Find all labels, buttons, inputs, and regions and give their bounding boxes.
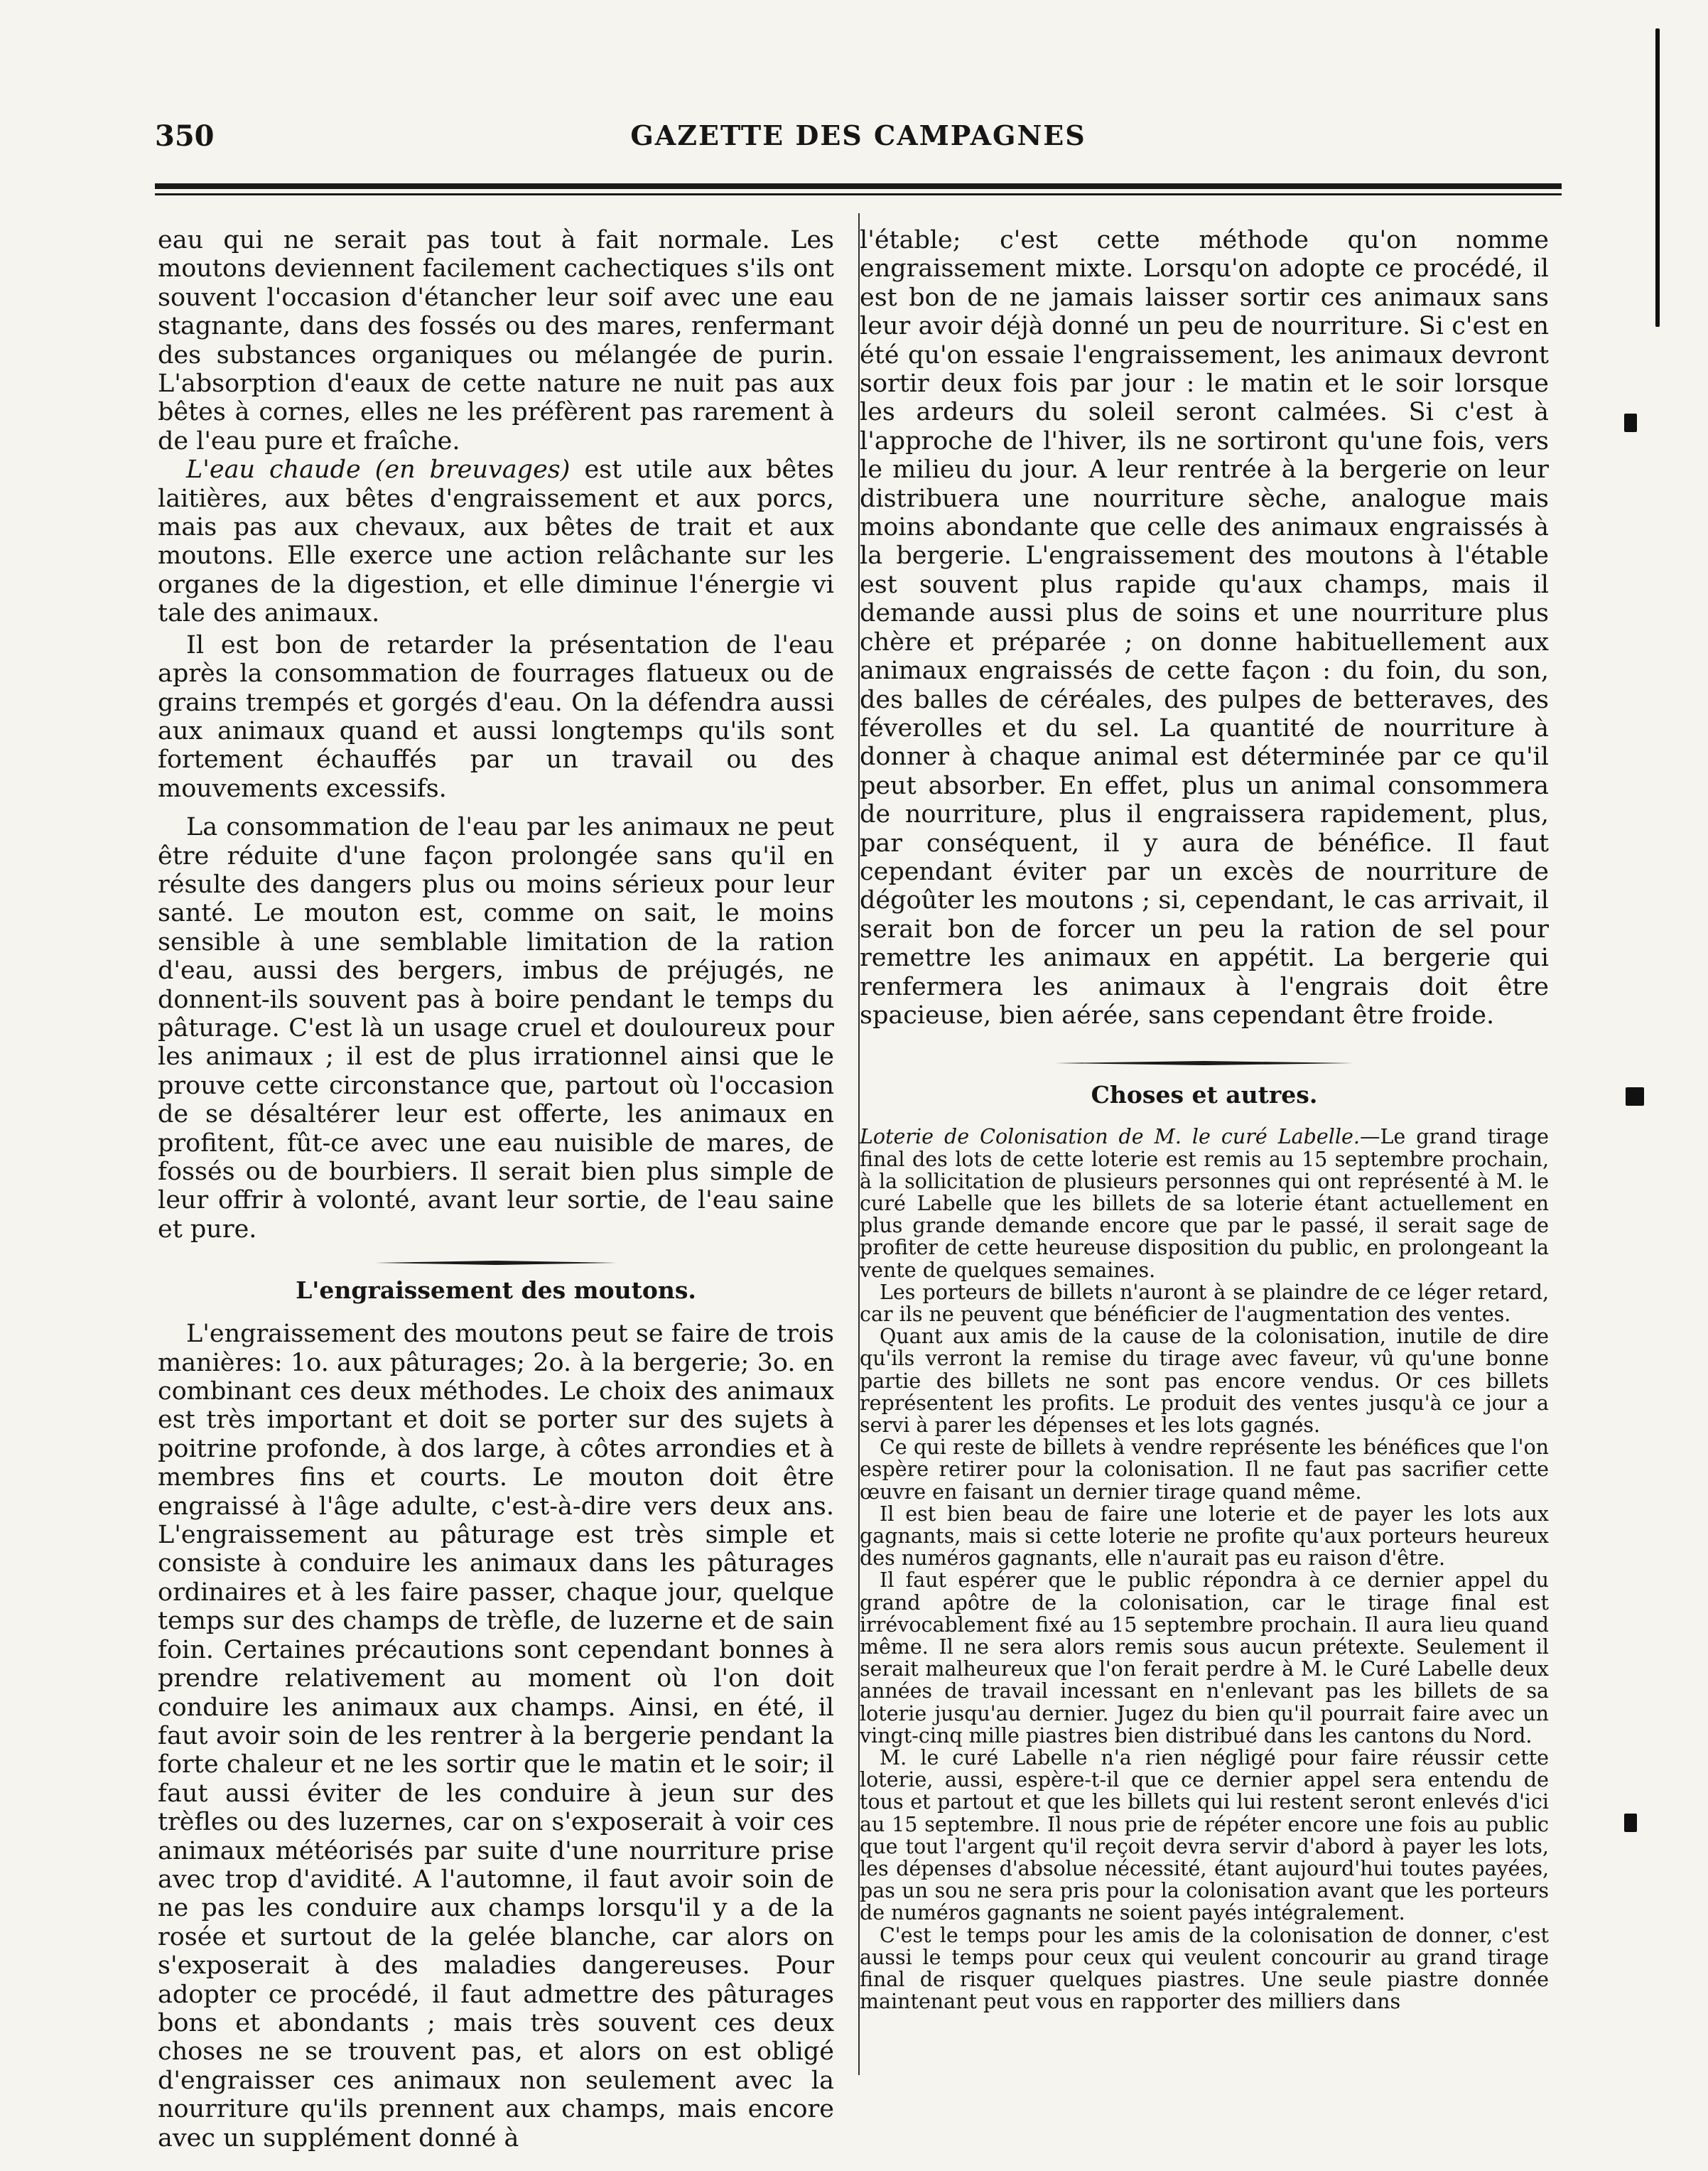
- news-paragraph: Quant aux amis de la cause de la colonisation, inutile de dire qu'ils verront la remise du tirage avec faveur, vû qu'une bonne partie des billets ne sont pas encore vendus. Or ces billets représentent les profits. Le produit des ventes jusqu'à ce jour a servi à parer les dépenses et les lots gagnés.: [860, 1325, 1549, 1438]
- header-rule-thin: [155, 193, 1562, 195]
- news-paragraph: Il est bien beau de faire une loterie et de payer les lots aux gagnants, mais si cette loterie ne profite qu'aux porteurs heureux des numéros gagnants, elle n'aurait pas eu raison d'être.: [860, 1502, 1549, 1571]
- margin-mark: [1624, 414, 1637, 432]
- paragraph: Il est bon de retarder la présentation de l'eau après la consommation de fourrages flatueux ou de grains trempés et gorgés d'eau. On la défendra aussi aux animaux quand et aussi longtemps qu'ils sont fortement échauffés par un travail ou des mouvements excessifs.: [158, 630, 834, 803]
- page-header: [155, 119, 1562, 162]
- italic-lead: L'eau chaude (en breuvages): [186, 456, 571, 485]
- paragraph-text: est utile aux bêtes laitières, aux bêtes d'engraissement et aux porcs, mais pas aux chevaux, aux bêtes de trait et aux moutons. Elle exerce une action relâchante sur les organes de la digestion, et elle diminue l'énergie vi tale des animaux.: [158, 456, 834, 628]
- news-lead: Loterie de Colonisation de M. le curé Labelle.: [860, 1125, 1360, 1149]
- news-paragraph: Les porteurs de billets n'auront à se plaindre de ce léger retard, car ils ne peuvent que bénéficier de l'augmentation des ventes.: [860, 1280, 1549, 1326]
- news-paragraph: Il faut espérer que le public répondra à ce dernier appel du grand apôtre de la colonisation, car le tirage final est irrévocablement fixé au 15 septembre prochain. Il aura lieu quand même. Il ne sera alors remis sous aucun prétexte. Seulement il serait malheureux que l'on ferait perdre à M. le Curé Labelle deux années de travail incessant en n'enlevant pas les billets de sa loterie jusqu'au dernier. Jugez du bien qu'il pourrait faire avec un vingt-cinq mille piastres bien distribué dans les cantons du Nord.: [860, 1568, 1549, 1747]
- news-paragraph: Ce qui reste de billets à vendre représente les bénéfices que l'on espère retirer pour la colonisation. Il ne faut pas sacrifier cette œuvre en faisant un dernier tirage quand même.: [860, 1435, 1549, 1504]
- paragraph: l'étable; c'est cette méthode qu'on nomme engraissement mixte. Lorsqu'on adopte ce procédé, il est bon de ne jamais laisser sortir ces animaux sans leur avoir déjà donné un peu de nourriture. Si c'est en été qu'on essaie l'engraissement, les animaux devront sortir deux fois par jour : le matin et le soir lorsque les ardeurs du soleil seront calmées. Si c'est à l'approche de l'hiver, ils ne sortiront qu'une fois, vers le milieu du jour. A leur rentrée à la bergerie on leur distribuera une nourriture sèche, analogue mais moins abondante que celle des animaux engraissés à la bergerie. L'engraissement des moutons à l'étable est souvent plus rapide qu'aux champs, mais il demande aussi plus de soins et une nourriture plus chère et préparée ; on donne habituellement aux animaux engraissés de cette façon : du foin, du son, des balles de céréales, des pulpes de betteraves, des féverolles et du sel. La quantité de nourriture à donner à chaque animal est déterminée par ce qu'il peut absorber. En effet, plus un animal consommera de nourriture, plus il engraissera rapidement, plus, par conséquent, il y aura de bénéfice. Il faut cependant éviter par un excès de nourriture de dégoûter les moutons ; si, cependant, le cas arrivait, il serait bon de forcer un peu la ration de sel pour remettre les animaux en appétit. La bergerie qui renfermera les animaux à l'engrais doit être spacieuse, bien aérée, sans cependant être froide.: [860, 226, 1549, 1030]
- paragraph: [158, 456, 834, 627]
- section-heading: Choses et autres.: [1091, 1081, 1318, 1109]
- news-paragraph: C'est le temps pour les amis de la colonisation de donner, c'est aussi le temps pour ceux qui veulent concourir au grand tirage final de risquer quelques piastres. Une seule piastre donnée maintenant peut vous en rapporter des milliers dans: [860, 1923, 1549, 2014]
- margin-mark: [1655, 28, 1660, 327]
- section-heading: L'engraissement des moutons.: [296, 1276, 696, 1305]
- section-divider: [375, 1259, 617, 1266]
- running-title: GAZETTE DES CAMPAGNES: [630, 119, 1086, 151]
- margin-mark: [1626, 1087, 1644, 1106]
- news-paragraph: [860, 1126, 1549, 1281]
- right-column: [860, 226, 1549, 2074]
- section-divider: [1055, 1060, 1353, 1067]
- news-paragraph: M. le curé Labelle n'a rien négligé pour faire réussir cette loterie, aussi, espère-t-il que ce dernier appel sera entendu de tous et partout et que les billets qui lui restent seront enlevés d'ici au 15 septembre. Il nous prie de répéter encore une fois au public que tout l'argent qu'il reçoit devra servir d'abord à payer les lots, les dépenses d'absolue nécessité, étant aujourd'hui toutes payées, pas un sou ne sera pris pour la colonisation avant que les porteurs de numéros gagnants ne soient payés intégralement.: [860, 1746, 1549, 1925]
- news-text: —Le grand tirage final des lots de cette loterie est remis au 15 septembre prochain, à la sollicitation de plusieurs personnes qui ont représenté à M. le curé Labelle que les billets de sa loterie étant actuellement en plus grande demande encore que par le passé, il serait sage de profiter de cette heureuse disposition du public, en prolongeant la vente de quelques semaines.: [860, 1125, 1550, 1282]
- paragraph: eau qui ne serait pas tout à fait normale. Les moutons deviennent facilement cachectiques s'ils ont souvent l'occasion d'étancher leur soif avec une eau stagnante, dans des fossés ou des mares, renfermant des substances organiques ou mélangée de purin. L'absorption d'eaux de cette nature ne nuit pas aux bêtes à cornes, elles ne les préfèrent pas rarement à de l'eau pure et fraîche.: [158, 226, 834, 456]
- page-number: 350: [155, 119, 215, 153]
- left-column: [158, 226, 834, 2153]
- paragraph: L'engraissement des moutons peut se faire de trois manières: 1o. aux pâturages; 2o. à la bergerie; 3o. en combinant ces deux méthodes. Le choix des animaux est très important et doit se porter sur des sujets à poitrine profonde, à dos large, à côtes arrondies et à membres fins et courts. Le mouton doit être engraissé à l'âge adulte, c'est-à-dire vers deux ans. L'engraissement au pâturage est très simple et consiste à conduire les animaux dans les pâturages ordinaires et à les faire passer, chaque jour, quelque temps sur des champs de trèfle, de luzerne et de sain foin. Certaines précautions sont cependant bonnes à prendre relativement au moment où l'on doit conduire les animaux aux champs. Ainsi, en été, il faut avoir soin de les rentrer à la bergerie pendant la forte chaleur et ne les sortir que le matin et le soir; il faut aussi éviter de les conduire à jeun sur des trèfles ou des luzernes, car on s'exposerait à voir ces animaux météorisés par suite d'une nourriture prise avec trop d'avidité. A l'automne, il faut avoir soin de ne pas les conduire aux champs lorsqu'il y a de la rosée et surtout de la gelée blanche, car alors on s'exposerait à des maladies dangereuses. Pour adopter ce procédé, il faut admettre des pâturages bons et abondants ; mais très souvent ces deux choses ne se trouvent pas, et alors on est obligé d'engraisser ces animaux non seulement avec la nourriture qu'ils prennent aux champs, mais encore avec un supplément donné à: [158, 1320, 834, 2153]
- margin-mark: [1624, 1814, 1637, 1832]
- paragraph: La consommation de l'eau par les animaux ne peut être réduite d'une façon prolongée sans qu'il en résulte des dangers plus ou moins sérieux pour leur santé. Le mouton est, comme on sait, le moins sensible à une semblable limitation de la ration d'eau, aussi des bergers, imbus de préjugés, ne donnent-ils souvent pas à boire pendant le temps du pâturage. C'est là un usage cruel et douloureux pour les animaux ; il est de plus irrationnel ainsi que le prouve cette circonstance que, partout où l'occasion de se désaltérer leur est offerte, les animaux en profitent, fût-ce avec une eau nuisible de mares, de fossés ou de bourbiers. Il serait bien plus simple de leur offrir à volonté, avant leur sortie, de l'eau saine et pure.: [158, 813, 834, 1244]
- header-rule: [155, 183, 1562, 189]
